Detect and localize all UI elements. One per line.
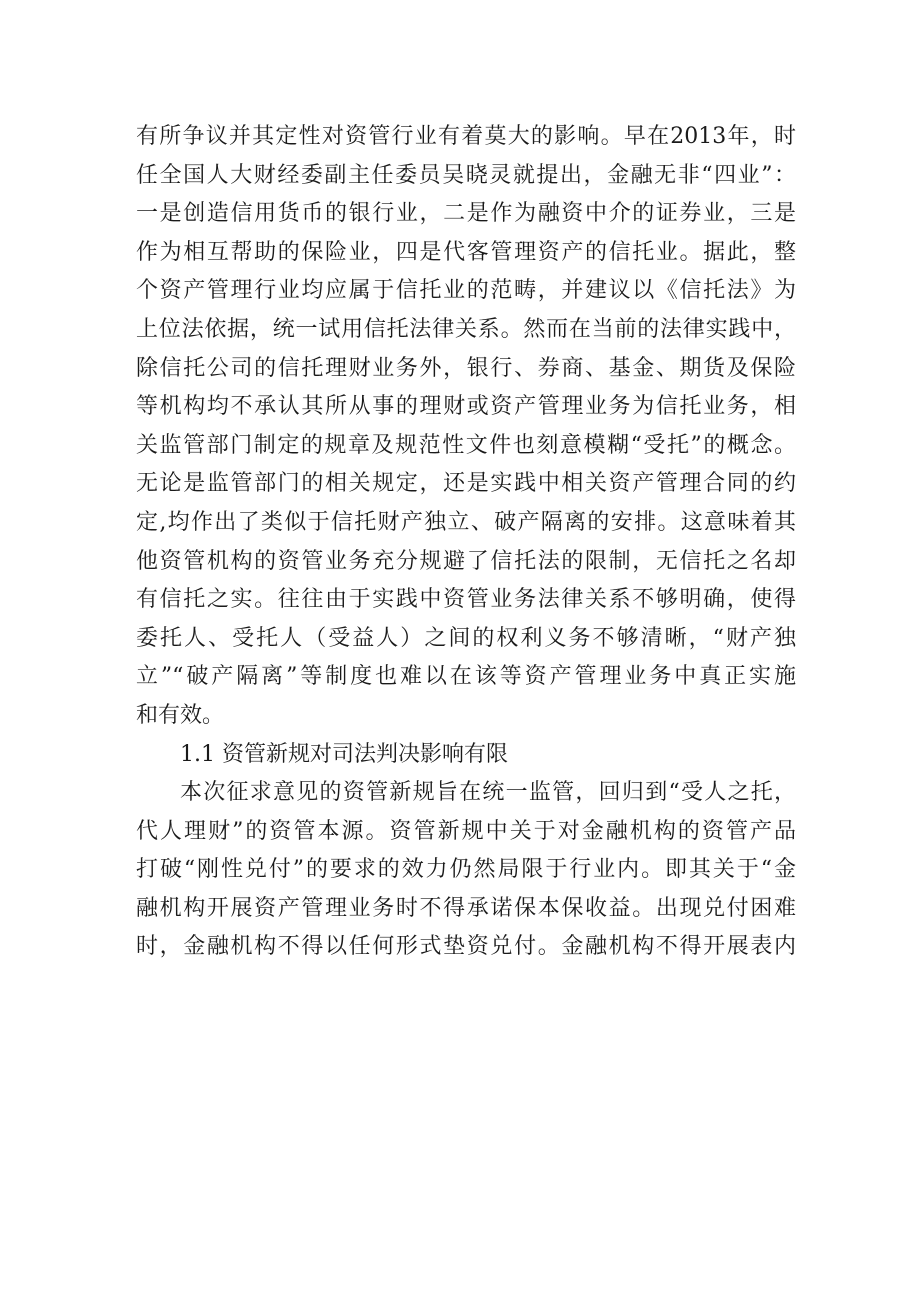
text-line: 作为相互帮助的保险业，四是代客管理资产的信托业。据此，整: [136, 239, 796, 265]
text-line: 无论是监管部门的相关规定，还是实践中相关资产管理合同的约: [136, 471, 796, 497]
text-line: 一是创造信用货币的银行业，二是作为融资中介的证券业，三是: [136, 201, 796, 227]
text-line: 除信托公司的信托理财业务外，银行、券商、基金、期货及保险: [136, 355, 796, 381]
text-line: 个资产管理行业均应属于信托业的范畴，并建议以《信托法》为: [136, 278, 796, 304]
text-line: 任全国人大财经委副主任委员吴晓灵就提出，金融无非“四业”：: [136, 162, 796, 188]
text-line: 有所争议并其定性对资管行业有着莫大的影响。早在2013年，时: [136, 124, 796, 149]
text-line: 和有效。: [136, 702, 225, 728]
text-line: 立”“破产隔离”等制度也难以在该等资产管理业务中真正实施: [136, 664, 796, 690]
text-line: 有信托之实。往往由于实践中资管业务法律关系不够明确，使得: [136, 587, 796, 613]
text-line: 等机构均不承认其所从事的理财或资产管理业务为信托业务，相: [136, 394, 796, 420]
body-text: [136, 118, 796, 967]
text-line: 打破“刚性兑付”的要求的效力仍然局限于行业内。即其关于“金: [136, 857, 796, 883]
text-line: 他资管机构的资管业务充分规避了信托法的限制，无信托之名却: [136, 548, 796, 574]
text-line: 关监管部门制定的规章及规范性文件也刻意模糊“受托”的概念。: [136, 432, 796, 458]
section-heading: 1.1 资管新规对司法判决影响有限: [180, 741, 508, 767]
text-line: 委托人、受托人（受益人）之间的权利义务不够清晰，“财产独: [136, 625, 796, 651]
text-line: 本次征求意见的资管新规旨在统一监管，回归到“受人之托，: [180, 780, 796, 806]
text-line: 代人理财”的资管本源。资管新规中关于对金融机构的资管产品: [136, 818, 796, 844]
text-line: 定,均作出了类似于信托财产独立、破产隔离的安排。这意味着其: [136, 509, 796, 535]
text-line: 上位法依据，统一试用信托法律关系。然而在当前的法律实践中，: [136, 316, 796, 342]
text-line: 融机构开展资产管理业务时不得承诺保本保收益。出现兑付困难: [136, 895, 796, 921]
text-line: 时，金融机构不得以任何形式垫资兑付。金融机构不得开展表内: [136, 934, 796, 960]
